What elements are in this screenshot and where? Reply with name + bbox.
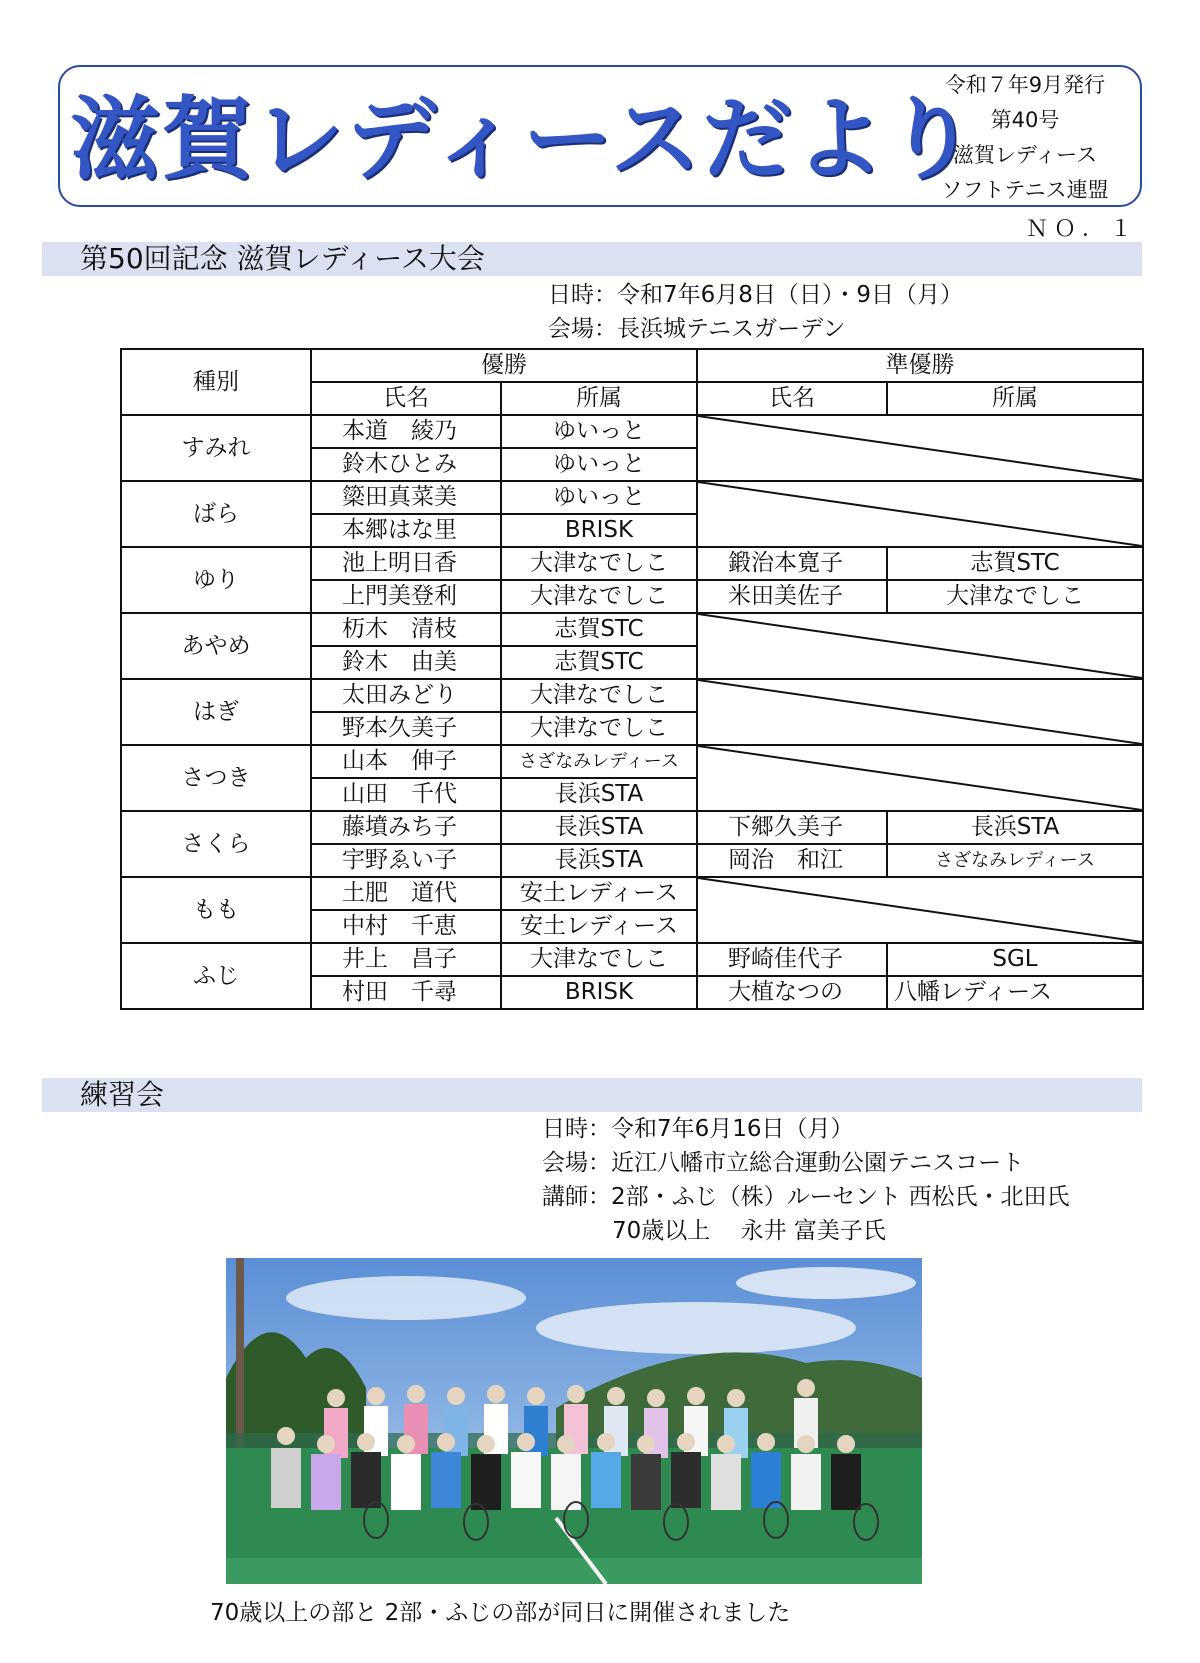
runner-name-cell: 下郷久美子	[697, 811, 887, 844]
winner-affiliation-cell: 安土レディース	[501, 910, 697, 943]
winner-affiliation-cell: 大津なでしこ	[501, 547, 697, 580]
winner-name-cell: 野本久美子	[311, 712, 501, 745]
winner-affiliation-cell: 大津なでしこ	[501, 580, 697, 613]
runner-affiliation-cell: 大津なでしこ	[887, 580, 1143, 613]
org-line-1: 滋賀レディース	[952, 143, 1098, 167]
winner-name-cell: 池上明日香	[311, 547, 501, 580]
winner-name-cell: 宇野ゑい子	[311, 844, 501, 877]
winner-name-cell: 鈴木 由美	[311, 646, 501, 679]
winner-affiliation-cell: 志賀STC	[501, 646, 697, 679]
winner-affiliation-cell: 長浜STA	[501, 778, 697, 811]
results-body	[121, 415, 1143, 1009]
category-cell: もも	[121, 877, 311, 943]
table-row	[121, 811, 1143, 844]
winner-affiliation-cell: 大津なでしこ	[501, 712, 697, 745]
practice-date: 日時：令和7年6月16日（月）	[542, 1116, 854, 1142]
winner-affiliation-cell: 大津なでしこ	[501, 679, 697, 712]
winner-affiliation-cell: 志賀STC	[501, 613, 697, 646]
header-winner-affiliation: 所属	[501, 382, 697, 415]
table-row	[121, 613, 1143, 646]
runner-name-cell: 鍛治本寛子	[697, 547, 887, 580]
header-winner-name: 氏名	[311, 382, 501, 415]
no-runner-up-slash	[697, 415, 1143, 481]
winner-name-cell: 杤木 清枝	[311, 613, 501, 646]
winner-name-cell: 中村 千恵	[311, 910, 501, 943]
winner-name-cell: 山本 伸子	[311, 745, 501, 778]
issue-number: 第40号	[990, 108, 1060, 132]
winner-affiliation-cell: さざなみレディース	[501, 745, 697, 778]
winner-affiliation-cell: 安土レディース	[501, 877, 697, 910]
runner-name-cell: 野崎佳代子	[697, 943, 887, 976]
header-runner-up: 準優勝	[697, 349, 1143, 382]
winner-affiliation-cell: ゆいっと	[501, 481, 697, 514]
header-runner-name: 氏名	[697, 382, 887, 415]
category-cell: さくら	[121, 811, 311, 877]
winner-affiliation-cell: 長浜STA	[501, 811, 697, 844]
tournament-venue: 会場：長浜城テニスガーデン	[548, 316, 846, 342]
table-row	[121, 877, 1143, 910]
runner-affiliation-cell: さざなみレディース	[887, 844, 1143, 877]
newsletter-title: 滋賀レディースだより	[70, 87, 979, 192]
no-runner-up-slash	[697, 877, 1143, 943]
no-runner-up-slash	[697, 679, 1143, 745]
winner-name-cell: 鈴木ひとみ	[311, 448, 501, 481]
practice-heading: 練習会	[42, 1078, 1142, 1112]
tournament-heading: 第50回記念 滋賀レディース大会	[42, 242, 1142, 276]
tournament-date: 日時：令和7年6月8日（日）・9日（月）	[548, 282, 964, 308]
practice-instructors-2: 70歳以上 永井 富美子氏	[612, 1218, 886, 1244]
winner-affiliation-cell: 大津なでしこ	[501, 943, 697, 976]
winner-name-cell: 本道 綾乃	[311, 415, 501, 448]
issue-info	[920, 68, 1130, 208]
runner-name-cell: 岡治 和江	[697, 844, 887, 877]
winner-affiliation-cell: ゆいっと	[501, 448, 697, 481]
category-cell: ふじ	[121, 943, 311, 1009]
category-cell: あやめ	[121, 613, 311, 679]
table-row	[121, 679, 1143, 712]
no-runner-up-slash	[697, 481, 1143, 547]
winner-name-cell: 太田みどり	[311, 679, 501, 712]
winner-affiliation-cell: BRISK	[501, 514, 697, 547]
winner-name-cell: 山田 千代	[311, 778, 501, 811]
table-row	[121, 481, 1143, 514]
issue-date: 令和７年9月発行	[944, 73, 1106, 97]
category-cell: ゆり	[121, 547, 311, 613]
runner-affiliation-cell: SGL	[887, 943, 1143, 976]
table-row	[121, 745, 1143, 778]
winner-name-cell: 井上 昌子	[311, 943, 501, 976]
category-cell: すみれ	[121, 415, 311, 481]
org-line-2: ソフトテニス連盟	[941, 178, 1109, 202]
practice-venue: 会場：近江八幡市立総合運動公園テニスコート	[542, 1150, 1025, 1176]
results-table	[120, 348, 1144, 1010]
no-runner-up-slash	[697, 613, 1143, 679]
photo-caption: 70歳以上の部と 2部・ふじの部が同日に開催されました	[210, 1600, 791, 1626]
table-row	[121, 943, 1143, 976]
runner-name-cell: 米田美佐子	[697, 580, 887, 613]
header-runner-affiliation: 所属	[887, 382, 1143, 415]
category-cell: さつき	[121, 745, 311, 811]
runner-affiliation-cell: 長浜STA	[887, 811, 1143, 844]
runner-affiliation-cell: 八幡レディース	[887, 976, 1143, 1009]
winner-affiliation-cell: BRISK	[501, 976, 697, 1009]
winner-name-cell: 村田 千尋	[311, 976, 501, 1009]
winner-affiliation-cell: 長浜STA	[501, 844, 697, 877]
runner-name-cell: 大植なつの	[697, 976, 887, 1009]
table-row	[121, 415, 1143, 448]
practice-instructors-1: 講師：2部・ふじ（株）ルーセント 西松氏・北田氏	[542, 1184, 1070, 1210]
category-cell: はぎ	[121, 679, 311, 745]
winner-name-cell: 藤墳みち子	[311, 811, 501, 844]
group-photo	[226, 1258, 922, 1584]
winner-name-cell: 上門美登利	[311, 580, 501, 613]
runner-affiliation-cell: 志賀STC	[887, 547, 1143, 580]
page-number: ＮＯ．１	[1025, 217, 1138, 242]
winner-name-cell: 簗田真菜美	[311, 481, 501, 514]
category-cell: ばら	[121, 481, 311, 547]
table-row	[121, 547, 1143, 580]
header-winner: 優勝	[311, 349, 697, 382]
winner-name-cell: 本郷はな里	[311, 514, 501, 547]
no-runner-up-slash	[697, 745, 1143, 811]
winner-name-cell: 土肥 道代	[311, 877, 501, 910]
header-category: 種別	[121, 349, 311, 415]
winner-affiliation-cell: ゆいっと	[501, 415, 697, 448]
